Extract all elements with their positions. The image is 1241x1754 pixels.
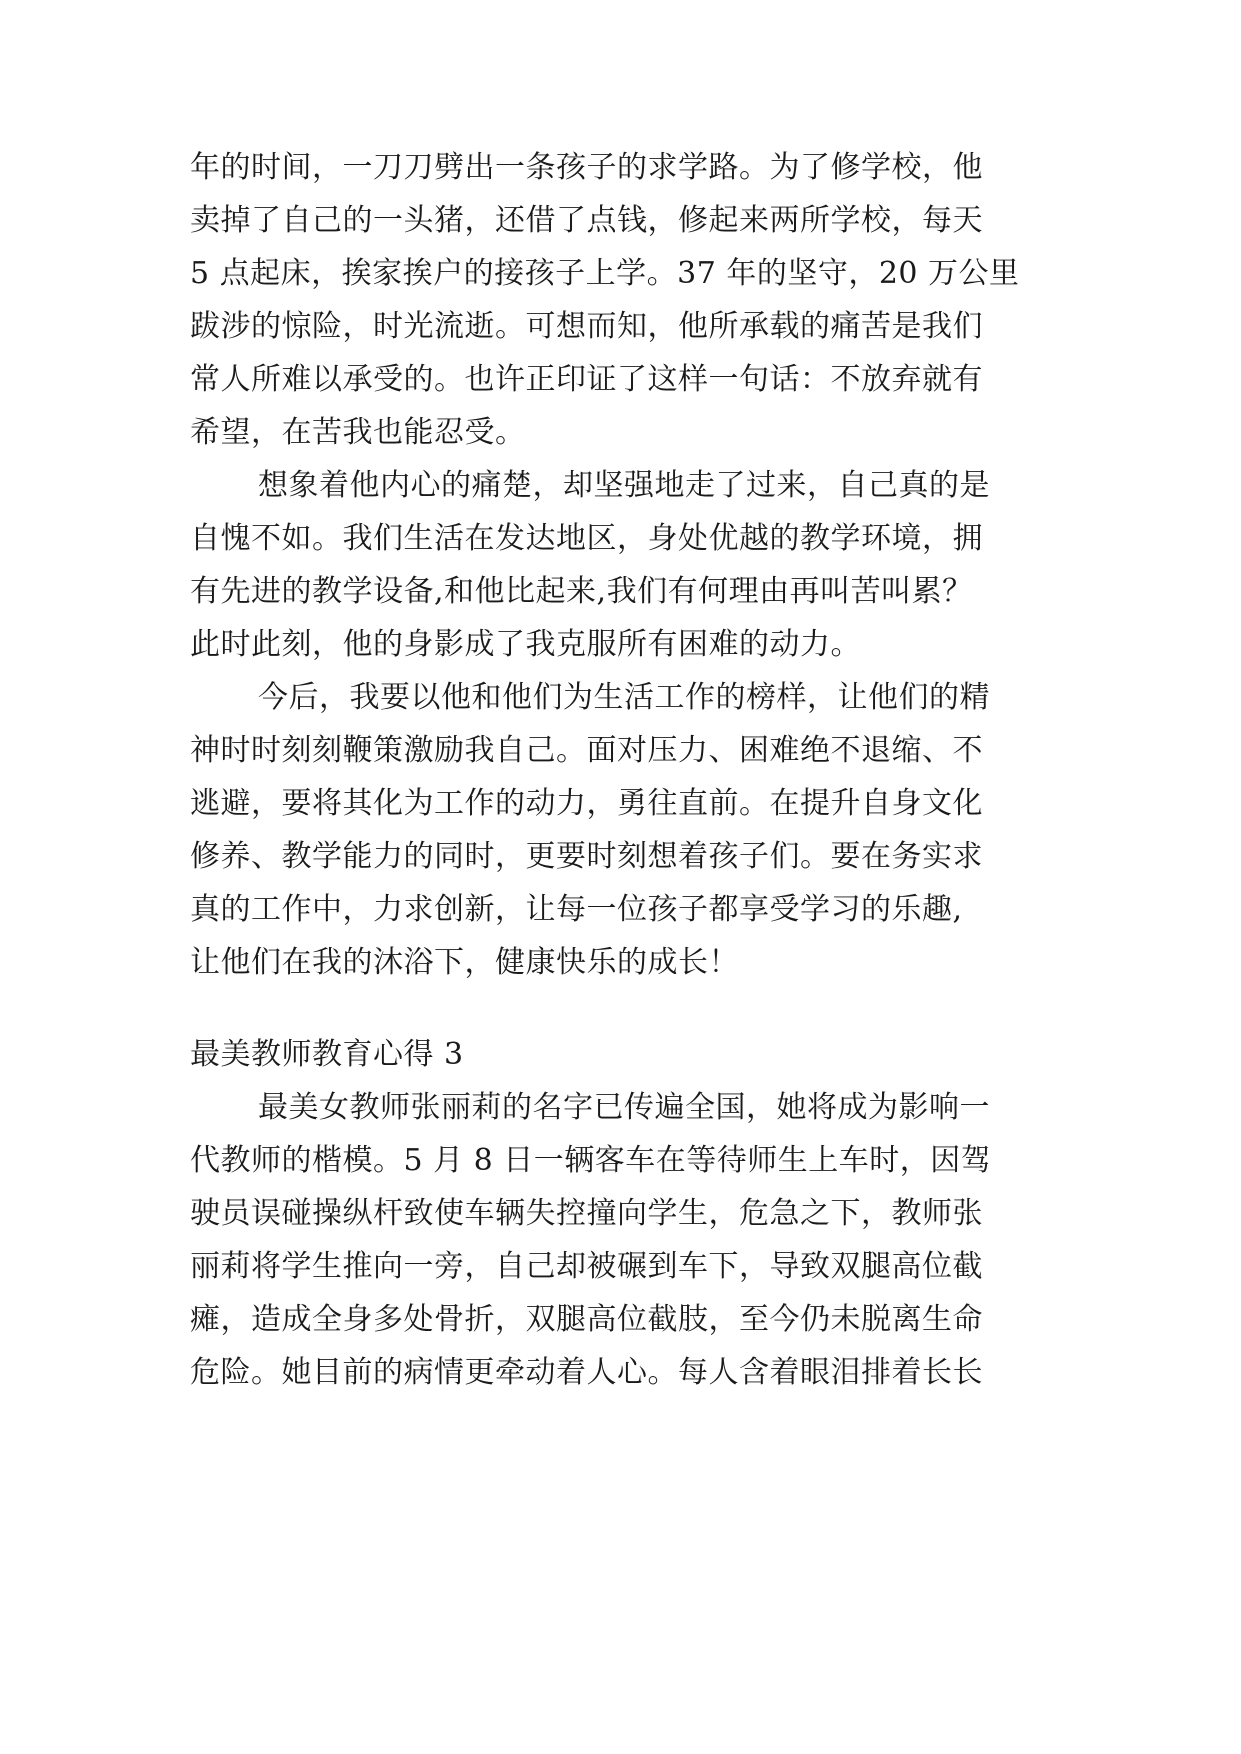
paragraph-first-line: 最美女教师张丽莉的名字已传遍全国，她将成为影响一 <box>258 1090 990 1125</box>
text-line: 神时时刻刻鞭策激励我自己。面对压力、困难绝不退缩、不 <box>190 733 983 768</box>
text-line: 5 点起床，挨家挨户的接孩子上学。37 年的坚守，20 万公里 <box>190 256 1020 291</box>
text-line: 有先进的教学设备,和他比起来,我们有何理由再叫苦叫累？ <box>190 574 973 609</box>
text-line: 修养、教学能力的同时，更要时刻想着孩子们。要在务实求 <box>190 839 983 874</box>
text-line: 危险。她目前的病情更牵动着人心。每人含着眼泪排着长长 <box>190 1355 983 1390</box>
text-line: 此时此刻，他的身影成了我克服所有困难的动力。 <box>190 627 861 662</box>
text-line: 让他们在我的沐浴下，健康快乐的成长！ <box>190 945 739 980</box>
text-line: 丽莉将学生推向一旁，自己却被碾到车下，导致双腿高位截 <box>190 1249 983 1284</box>
text-line: 希望，在苦我也能忍受。 <box>190 415 526 450</box>
text-line: 瘫，造成全身多处骨折，双腿高位截肢，至今仍未脱离生命 <box>190 1302 983 1337</box>
text-line: 卖掉了自己的一头猪，还借了点钱，修起来两所学校，每天 <box>190 203 983 238</box>
text-line: 跋涉的惊险，时光流逝。可想而知，他所承载的痛苦是我们 <box>190 309 983 344</box>
text-line: 常人所难以承受的。也许正印证了这样一句话：不放弃就有 <box>190 362 983 397</box>
text-line: 年的时间，一刀刀劈出一条孩子的求学路。为了修学校，他 <box>190 150 983 185</box>
text-line: 驶员误碰操纵杆致使车辆失控撞向学生，危急之下，教师张 <box>190 1196 983 1231</box>
paragraph-first-line: 今后，我要以他和他们为生活工作的榜样，让他们的精 <box>258 680 990 715</box>
text-line: 逃避，要将其化为工作的动力，勇往直前。在提升自身文化 <box>190 786 983 821</box>
text-line: 真的工作中，力求创新，让每一位孩子都享受学习的乐趣, <box>190 892 963 927</box>
text-line: 代教师的楷模。5 月 8 日一辆客车在等待师生上车时，因驾 <box>190 1143 992 1178</box>
text-line: 自愧不如。我们生活在发达地区，身处优越的教学环境，拥 <box>190 521 983 556</box>
section-heading: 最美教师教育心得 3 <box>190 1037 464 1072</box>
paragraph-first-line: 想象着他内心的痛楚，却坚强地走了过来，自己真的是 <box>258 468 990 503</box>
